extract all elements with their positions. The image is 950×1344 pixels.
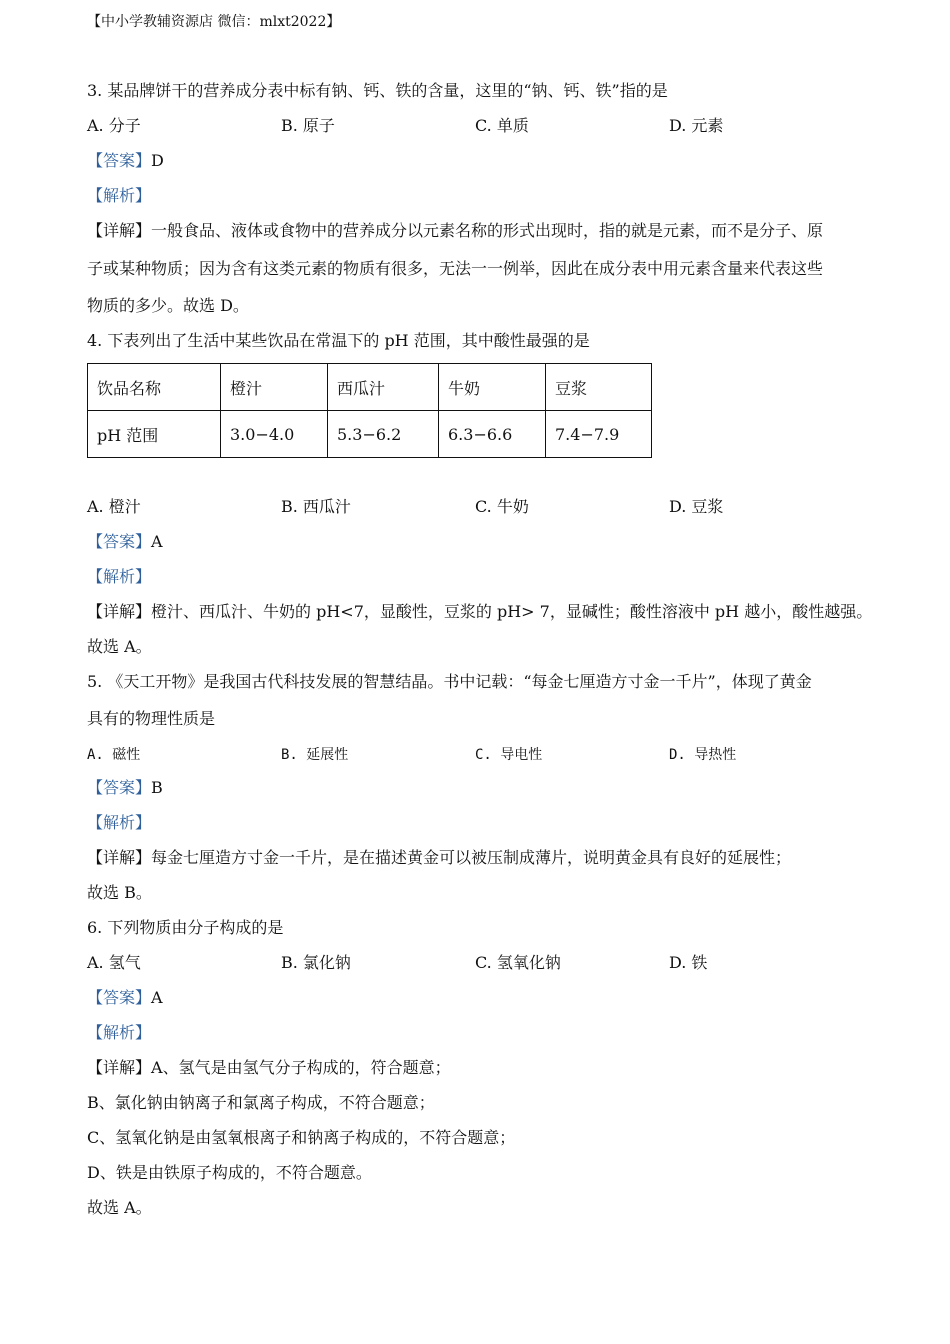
option-text: A. 磁性 (87, 747, 141, 763)
q3-option-c: C. 单质 (475, 116, 529, 135)
q3-detail-2: 子或某种物质；因为含有这类元素的物质有很多，无法一一例举，因此在成分表中用元素含量来代表这些 (87, 259, 824, 278)
q5-stem-2: 具有的物理性质是 (87, 709, 216, 728)
q5-detail-1 (87, 848, 791, 868)
q4-option-d: D. 豆浆 (669, 497, 724, 516)
q4-detail-text: 橙汁、西瓜汁、牛奶的 pH<7，显酸性，豆浆的 pH> 7，显碱性；酸性溶液中 pH 越小，酸性越强。 (151, 602, 873, 621)
answer-label: 【答案】 (87, 532, 152, 551)
q6-detail-2: B、氯化钠由钠离子和氯离子构成，不符合题意； (87, 1093, 435, 1112)
q5-detail-2: 故选 B。 (87, 883, 152, 902)
table-cell: 5.3−6.2 (328, 411, 439, 458)
q4-analysis-label: 【解析】 (87, 567, 152, 586)
q4-option-b: B. 西瓜汁 (281, 497, 351, 516)
detail-label: 【详解】 (87, 848, 152, 867)
ph-table (87, 363, 652, 458)
detail-label: 【详解】 (87, 1058, 152, 1077)
table-row (88, 364, 652, 411)
q3-stem: 3. 某品牌饼干的营养成分表中标有钠、钙、铁的含量，这里的“钠、钙、铁”指的是 (87, 81, 668, 100)
answer-label: 【答案】 (87, 778, 152, 797)
q4-option-c: C. 牛奶 (475, 497, 529, 516)
q6-answer (87, 988, 163, 1008)
q5-option-b (281, 744, 348, 765)
table-cell: 橙汁 (221, 364, 328, 411)
detail-label: 【详解】 (87, 221, 152, 240)
q3-detail-3: 物质的多少。故选 D。 (87, 296, 249, 315)
q3-option-b: B. 原子 (281, 116, 335, 135)
q5-analysis-label: 【解析】 (87, 813, 152, 832)
answer-label: 【答案】 (87, 151, 152, 170)
q4-detail-2: 故选 A。 (87, 637, 152, 656)
q3-answer-value: D (151, 151, 164, 170)
table-cell: 3.0−4.0 (221, 411, 328, 458)
q5-option-d (669, 744, 736, 765)
q3-analysis-label: 【解析】 (87, 186, 152, 205)
q6-option-a: A. 氢气 (87, 953, 141, 972)
option-text: C. 导电性 (475, 747, 543, 763)
q6-detail-3: C、氢氧化钠是由氢氧根离子和钠离子构成的，不符合题意； (87, 1128, 516, 1147)
q6-detail-1 (87, 1058, 451, 1078)
q6-detail-5: 故选 A。 (87, 1198, 152, 1217)
q3-option-d: D. 元素 (669, 116, 724, 135)
q5-stem-1: 5. 《天工开物》是我国古代科技发展的智慧结晶。书中记载：“每金七厘造方寸金一千片”，体现了黄金 (87, 672, 812, 691)
table-cell: pH 范围 (88, 411, 221, 458)
q3-answer (87, 151, 164, 171)
q4-answer-value: A (151, 532, 163, 551)
q6-answer-value: A (151, 988, 163, 1007)
detail-label: 【详解】 (87, 602, 152, 621)
q6-option-c: C. 氢氧化钠 (475, 953, 561, 972)
table-cell: 饮品名称 (88, 364, 221, 411)
table-cell: 西瓜汁 (328, 364, 439, 411)
q5-answer (87, 778, 163, 798)
q3-detail-1 (87, 221, 823, 241)
table-cell: 豆浆 (546, 364, 652, 411)
option-text: B. 延展性 (281, 747, 349, 763)
q6-analysis-label: 【解析】 (87, 1023, 152, 1042)
q6-detail-4: D、铁是由铁原子构成的，不符合题意。 (87, 1163, 372, 1182)
table-cell: 6.3−6.6 (439, 411, 546, 458)
q5-answer-value: B (151, 778, 163, 797)
q4-option-a: A. 橙汁 (87, 497, 141, 516)
q6-option-d: D. 铁 (669, 953, 708, 972)
q3-detail-text: 一般食品、液体或食物中的营养成分以元素名称的形式出现时，指的就是元素，而不是分子、原 (151, 221, 824, 240)
q4-stem: 4. 下表列出了生活中某些饮品在常温下的 pH 范围，其中酸性最强的是 (87, 331, 590, 350)
table-row (88, 411, 652, 458)
q4-detail-1 (87, 602, 872, 622)
q6-option-b: B. 氯化钠 (281, 953, 351, 972)
q3-option-a: A. 分子 (87, 116, 141, 135)
table-cell: 7.4−7.9 (546, 411, 652, 458)
q6-stem: 6. 下列物质由分子构成的是 (87, 918, 284, 937)
q6-detail-text: A、氢气是由氢气分子构成的，符合题意； (151, 1058, 451, 1077)
option-text: D. 导热性 (669, 747, 737, 763)
q4-answer (87, 532, 163, 552)
answer-label: 【答案】 (87, 988, 152, 1007)
q5-detail-text: 每金七厘造方寸金一千片，是在描述黄金可以被压制成薄片，说明黄金具有良好的延展性； (151, 848, 792, 867)
table-cell: 牛奶 (439, 364, 546, 411)
page-header: 【中小学教辅资源店 微信：mlxt2022】 (87, 14, 341, 30)
q5-option-c (475, 744, 542, 765)
q5-option-a (87, 744, 140, 765)
